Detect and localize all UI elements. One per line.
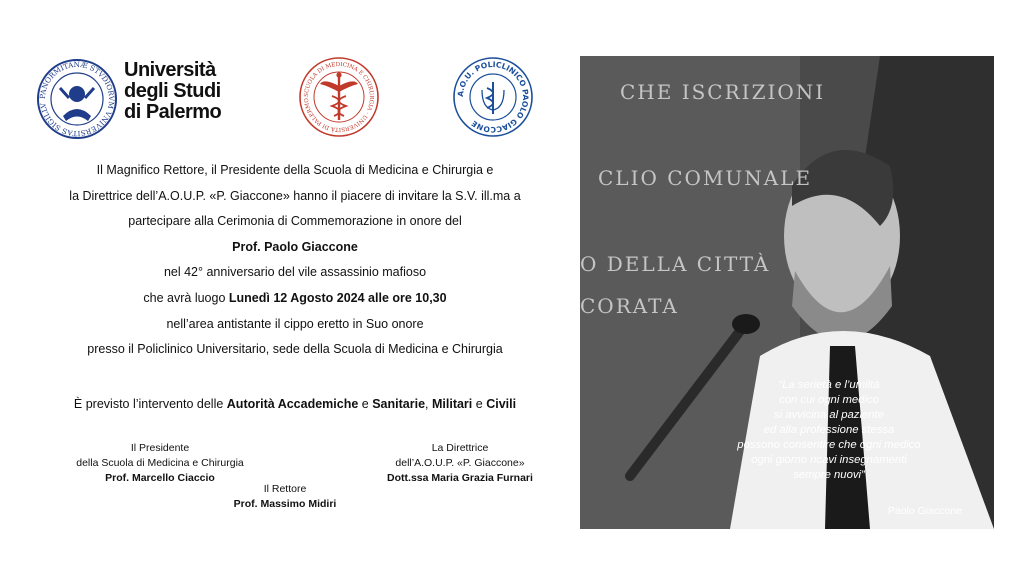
- university-wordmark: [124, 60, 254, 123]
- wall-inscription-4: CORATA: [580, 294, 679, 318]
- invitation-line-7: nell’area antistante il cippo eretto in Suo onore: [166, 316, 424, 331]
- invitation-line-8: presso il Policlinico Universitario, sede della Scuola di Medicina e Chirurgia: [87, 342, 503, 357]
- authority-conj-3: e: [472, 397, 487, 411]
- signature-president: [60, 441, 260, 486]
- signature-rector: [200, 482, 370, 512]
- invitation-line-2: la Direttrice dell’A.O.U.P. «P. Giaccone» hanno il piacere di invitare la S.V. ill.ma a: [69, 188, 521, 203]
- wall-inscription-1: CHE ISCRIZIONI: [620, 80, 826, 104]
- authorities-line: [20, 397, 570, 411]
- caduceus-seal-icon: [298, 56, 380, 138]
- event-date-prefix: che avrà luogo: [143, 290, 229, 305]
- rector-name: Prof. Massimo Midiri: [233, 498, 337, 510]
- authority-military: Militari: [431, 397, 473, 411]
- policlinico-seal-text: A.O.U. POLICLINICO PAOLO GIACCONE: [455, 59, 531, 135]
- rector-role: Il Rettore: [263, 483, 307, 495]
- authority-health: Sanitarie: [372, 397, 426, 411]
- president-name: Prof. Marcello Ciaccio: [105, 472, 215, 484]
- quote-line-6: ogni giorno ricavi insegnamenti: [751, 454, 907, 466]
- authority-civil: Civili: [486, 397, 517, 411]
- honoree-name: Prof. Paolo Giaccone: [232, 239, 358, 254]
- event-date-line: [20, 286, 570, 312]
- authority-conj-1: e: [358, 397, 373, 411]
- medicine-school-logo: [298, 56, 380, 138]
- authorities-prefix: È previsto l’intervento delle: [73, 397, 227, 411]
- quote-line-4: ed alla professione stessa: [763, 424, 895, 436]
- wordmark-line-2: degli Studi: [124, 80, 221, 102]
- quote-line-2: con cui ogni medico: [779, 394, 879, 406]
- policlinico-seal-icon: [452, 56, 534, 138]
- giaccone-quote: [694, 378, 964, 483]
- policlinico-logo: [452, 56, 534, 138]
- authority-academic: Autorità Accademiche: [226, 397, 359, 411]
- invitation-text: [20, 158, 570, 363]
- invitation-line-3: partecipare alla Cerimonia di Commemorazione in onore del: [128, 214, 462, 229]
- quote-line-3: si avvicina al paziente: [774, 409, 884, 421]
- wall-inscription-3: O DELLA CITTÀ: [580, 252, 771, 276]
- authority-conj-2: ,: [425, 397, 432, 411]
- wall-inscription-2: CLIO COMUNALE: [598, 166, 813, 190]
- university-seal-text: PANORMITANÆ STVDIORVM VNIVERSITAS SIGILLV: [37, 59, 117, 139]
- university-seal-logo: [36, 58, 118, 140]
- director-role-detail: dell’A.O.U.P. «P. Giaccone»: [395, 457, 525, 469]
- invitation-line-1: Il Magnifico Rettore, il Presidente della Scuola di Medicina e Chirurgia e: [96, 163, 494, 177]
- president-role: Il Presidente: [130, 442, 190, 454]
- event-date: Lunedì 12 Agosto 2024 alle ore 10,30: [228, 290, 447, 305]
- medicine-seal-text: SCUOLA DI MEDICINA E CHIRURGIA · UNIVERSITÀ DI PALERMO: [303, 61, 375, 133]
- signature-director: [360, 441, 560, 486]
- director-name: Dott.ssa Maria Grazia Furnari: [387, 472, 533, 484]
- quote-line-5: possono consentire che ogni medico: [737, 439, 921, 451]
- quote-line-7: sempre nuovi”: [793, 469, 865, 481]
- wordmark-line-3: di Palermo: [124, 101, 222, 123]
- wordmark-line-1: Università: [124, 59, 216, 81]
- portrait-photo: [580, 56, 994, 529]
- quote-author: Paolo Giaccone: [887, 505, 962, 517]
- quote-line-1: “La serietà e l’umiltà: [778, 379, 880, 391]
- director-role: La Direttrice: [431, 442, 489, 454]
- university-seal-icon: [36, 58, 118, 140]
- invitation-line-5: nel 42° anniversario del vile assassinio mafioso: [163, 265, 427, 280]
- president-role-detail: della Scuola di Medicina e Chirurgia: [76, 457, 244, 469]
